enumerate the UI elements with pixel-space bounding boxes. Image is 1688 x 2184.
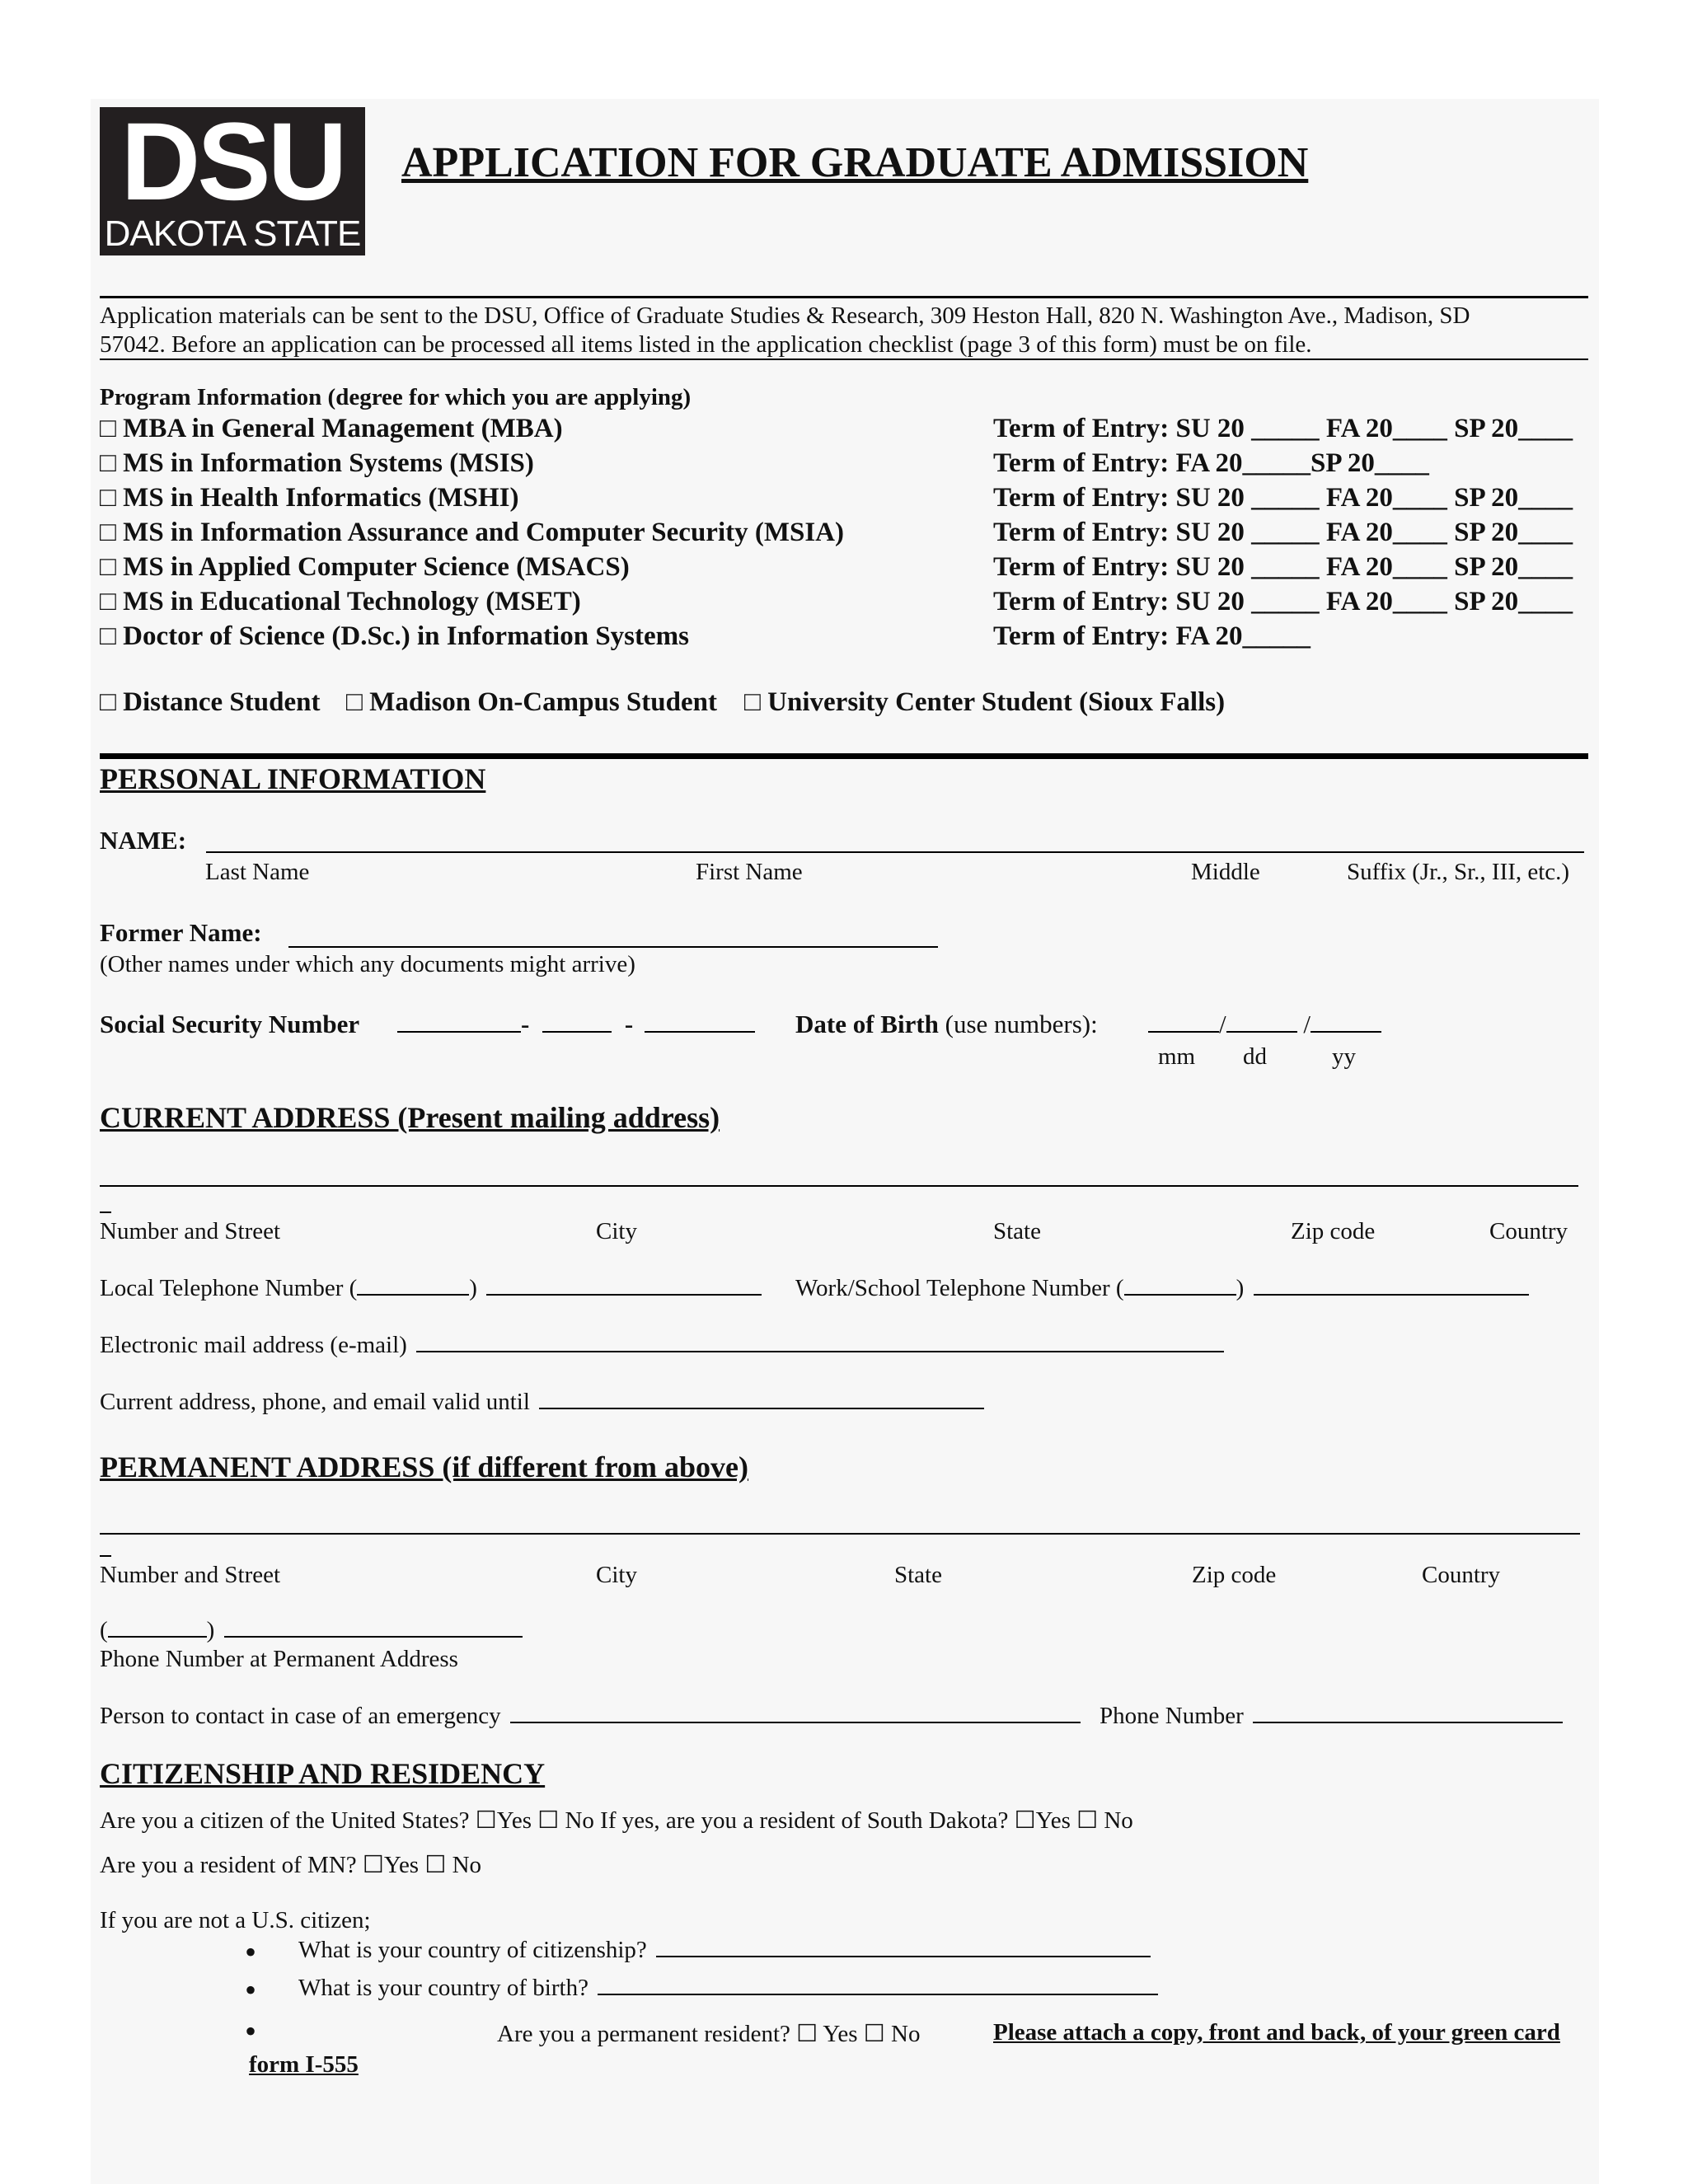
permanent-address-tick [100, 1555, 111, 1557]
current-address-tick [100, 1212, 111, 1213]
name-sub-last: Last Name [205, 859, 310, 885]
country-of-citizenship-label: What is your country of citizenship? [298, 1937, 647, 1963]
permanent-col-state: State [894, 1562, 942, 1588]
permanent-col-zip: Zip code [1192, 1562, 1277, 1588]
logo-subtext: DAKOTA STATE [104, 213, 361, 254]
permanent-address-heading: PERMANENT ADDRESS (if different from above) [100, 1451, 748, 1483]
green-card-note: Please attach a copy, front and back, of your green card [993, 2019, 1560, 2046]
permanent-col-street: Number and Street [100, 1562, 281, 1588]
student-type-university-center[interactable]: □ University Center Student (Sioux Falls) [744, 687, 1226, 717]
ssn-input[interactable]: - - [397, 1010, 755, 1039]
program-heading: Program Information (degree for which you are applying) [100, 384, 692, 410]
dob-note: (use numbers): [945, 1010, 1098, 1038]
intro-rule [100, 359, 1588, 360]
work-phone-field[interactable]: Work/School Telephone Number ( ) [795, 1275, 1529, 1302]
ssn-label: Social Security Number [100, 1010, 360, 1038]
personal-heading: PERSONAL INFORMATION [100, 762, 486, 795]
section-divider [100, 753, 1588, 759]
email-field[interactable] [100, 1332, 1224, 1359]
non-citizen-label: If you are not a U.S. citizen; [100, 1907, 371, 1933]
permanent-address-input-line[interactable] [100, 1533, 1580, 1535]
citizenship-question-mn[interactable]: Are you a resident of MN? ☐Yes ☐ No [100, 1852, 482, 1878]
header-rule [100, 296, 1588, 298]
student-type-distance[interactable]: □ Distance Student [100, 687, 321, 717]
current-col-state: State [993, 1218, 1041, 1244]
emergency-phone-label: Phone Number [1100, 1703, 1244, 1729]
program-option-msacs[interactable]: □ MS in Applied Computer Science (MSACS) [100, 552, 630, 582]
current-address-input-line[interactable] [100, 1185, 1578, 1187]
term-of-entry-msis[interactable]: Term of Entry: FA 20_____SP 20____ [993, 448, 1429, 478]
country-of-citizenship-field[interactable] [298, 1937, 1151, 1964]
term-of-entry-dsc[interactable]: Term of Entry: FA 20_____ [993, 621, 1311, 651]
program-option-msia[interactable]: □ MS in Information Assurance and Computer Security (MSIA) [100, 518, 845, 547]
green-card-form: form I-555 [249, 2051, 359, 2078]
term-of-entry-msia[interactable]: Term of Entry: SU 20 _____ FA 20____ SP 20____ [993, 518, 1573, 547]
current-address-heading: CURRENT ADDRESS (Present mailing address) [100, 1101, 720, 1134]
term-of-entry-mba[interactable]: Term of Entry: SU 20 _____ FA 20____ SP 20____ [993, 414, 1573, 443]
program-option-mset[interactable]: □ MS in Educational Technology (MSET) [100, 587, 581, 616]
local-phone-label: Local Telephone Number ( [100, 1275, 358, 1301]
current-col-country: Country [1489, 1218, 1568, 1244]
work-phone-label: Work/School Telephone Number ( [795, 1275, 1124, 1301]
term-of-entry-msacs[interactable]: Term of Entry: SU 20 _____ FA 20____ SP 20____ [993, 552, 1573, 582]
dob-sub-dd: dd [1243, 1043, 1267, 1070]
intro-line-1: Application materials can be sent to the DSU, Office of Graduate Studies & Research, 309 Heston Hall, 820 N. Washington Ave., Madison, SD [100, 302, 1470, 329]
name-sub-middle: Middle [1191, 859, 1260, 885]
name-sub-first: First Name [696, 859, 803, 885]
name-input-line[interactable] [206, 851, 1584, 853]
permanent-phone-label: Phone Number at Permanent Address [100, 1646, 458, 1672]
dsu-logo [100, 101, 365, 255]
permanent-col-country: Country [1422, 1562, 1501, 1588]
intro-line-2: 57042. Before an application can be processed all items listed in the application checklist (page 3 of this form) must be on file. [100, 331, 1312, 358]
emergency-phone-field[interactable] [1100, 1703, 1563, 1730]
country-of-birth-field[interactable] [298, 1975, 1158, 2002]
logo-text: DSU [120, 101, 345, 223]
former-name-label: Former Name: [100, 918, 262, 947]
permanent-phone-field[interactable]: ( ) [100, 1617, 523, 1644]
current-col-street: Number and Street [100, 1218, 281, 1244]
citizenship-question-us[interactable]: Are you a citizen of the United States? ☐Yes ☐ No If yes, are you a resident of South Dakota? ☐Yes ☐ No [100, 1807, 1133, 1834]
program-option-mba[interactable]: □ MBA in General Management (MBA) [100, 414, 563, 443]
dob-sub-mm: mm [1158, 1043, 1196, 1070]
program-option-dsc[interactable]: □ Doctor of Science (D.Sc.) in Information Systems [100, 621, 689, 651]
name-label: NAME: [100, 826, 187, 855]
former-name-input-line[interactable] [288, 946, 938, 948]
dob-sub-yy: yy [1332, 1043, 1356, 1070]
program-option-msis[interactable]: □ MS in Information Systems (MSIS) [100, 448, 534, 478]
dob-input[interactable]: / / [1148, 1010, 1381, 1039]
email-label: Electronic mail address (e-mail) [100, 1332, 407, 1358]
student-type-on-campus[interactable]: □ Madison On-Campus Student [346, 687, 717, 717]
local-phone-field[interactable]: Local Telephone Number ( ) [100, 1275, 762, 1302]
program-option-mshi[interactable]: □ MS in Health Informatics (MSHI) [100, 483, 519, 513]
name-sub-suffix: Suffix (Jr., Sr., III, etc.) [1347, 859, 1570, 885]
term-of-entry-mshi[interactable]: Term of Entry: SU 20 _____ FA 20____ SP 20____ [993, 483, 1573, 513]
valid-until-label: Current address, phone, and email valid until [100, 1389, 530, 1415]
emergency-contact-field[interactable] [100, 1703, 1081, 1730]
bullet-3: • [245, 2013, 257, 2050]
permanent-resident-question[interactable]: Are you a permanent resident? ☐ Yes ☐ No [497, 2021, 921, 2047]
dob-label-wrap [795, 1010, 1098, 1039]
bullet-1: • [245, 1933, 257, 1971]
permanent-col-city: City [596, 1562, 637, 1588]
term-of-entry-mset[interactable]: Term of Entry: SU 20 _____ FA 20____ SP 20____ [993, 587, 1573, 616]
valid-until-field[interactable] [100, 1389, 984, 1416]
bullet-2: • [245, 1971, 257, 2008]
page-title: APPLICATION FOR GRADUATE ADMISSION [401, 139, 1309, 186]
current-col-city: City [596, 1218, 637, 1244]
country-of-birth-label: What is your country of birth? [298, 1975, 588, 2001]
current-col-zip: Zip code [1291, 1218, 1376, 1244]
citizenship-heading: CITIZENSHIP AND RESIDENCY [100, 1757, 546, 1790]
dob-label: Date of Birth [795, 1010, 939, 1038]
former-name-note: (Other names under which any documents might arrive) [100, 951, 635, 977]
emergency-contact-label: Person to contact in case of an emergency [100, 1703, 501, 1729]
